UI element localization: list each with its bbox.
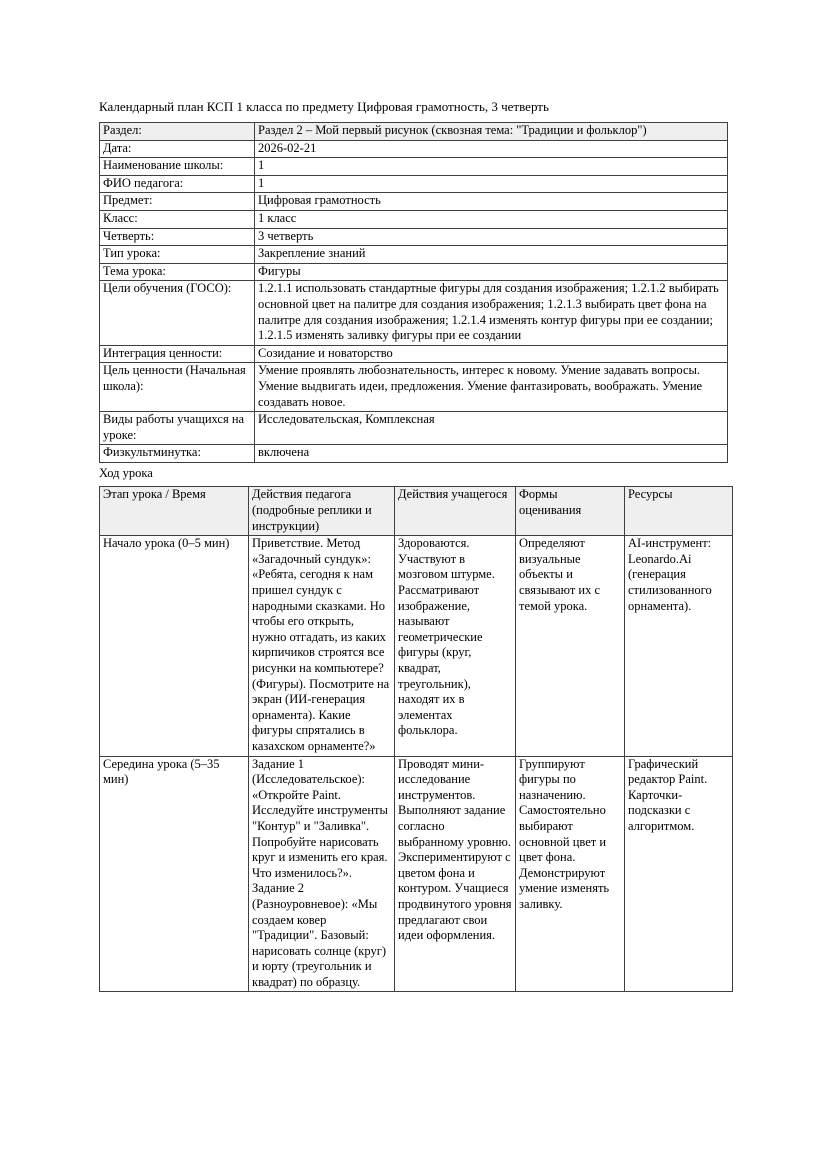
- row-value: 1: [255, 175, 728, 193]
- column-header-student-actions: Действия учащегося: [395, 487, 516, 536]
- cell-student-actions: Проводят мини-исследование инструментов. Выполняют задание согласно выбранному уровню. Экспериментируют с цветом фона и контуром. Учащиеся продвинутого уровня предлагают свои идеи оформления.: [395, 756, 516, 992]
- table-row: [100, 158, 728, 176]
- row-label: Интеграция ценности:: [100, 345, 255, 363]
- column-header-stage: Этап урока / Время: [100, 487, 249, 536]
- row-value: Созидание и новаторство: [255, 345, 728, 363]
- table-row: [100, 246, 728, 264]
- row-label: Дата:: [100, 140, 255, 158]
- row-label: Тип урока:: [100, 246, 255, 264]
- row-label: Раздел:: [100, 123, 255, 141]
- lesson-info-table: [99, 122, 728, 463]
- column-header-teacher-actions: Действия педагога (подробные реплики и инструкции): [249, 487, 395, 536]
- cell-resources: Графический редактор Paint. Карточки-подсказки с алгоритмом.: [625, 756, 733, 992]
- row-label: Наименование школы:: [100, 158, 255, 176]
- cell-teacher-actions: Задание 1 (Исследовательское): «Откройте Paint. Исследуйте инструменты "Контур" и "Заливка". Попробуйте нарисовать круг и изменить его края. Что изменилось?». Задание 2 (Разноуровневое): «Мы создаем ковер "Традиции". Базовый: нарисовать солнце (круг) и юрту (треугольник и квадрат) по образцу.: [249, 756, 395, 992]
- table-row: [100, 263, 728, 281]
- table-row: [100, 140, 728, 158]
- table-row: [100, 281, 728, 345]
- row-value: Закрепление знаний: [255, 246, 728, 264]
- cell-student-actions: Здороваются. Участвуют в мозговом штурме. Рассматривают изображение, называют геометрические фигуры (круг, квадрат, треугольник), находят их в элементах фольклора.: [395, 536, 516, 756]
- row-value: 1.2.1.1 использовать стандартные фигуры для создания изображения; 1.2.1.2 выбирать основной цвет на палитре для создания изображения; 1.2.1.3 выбирать цвет фона на палитре для создания изображения; 1.2.1.4 изменять контур фигуры при ее создании; 1.2.1.5 изменять заливку фигуры при ее создании: [255, 281, 728, 345]
- cell-teacher-actions: Приветствие. Метод «Загадочный сундук»: «Ребята, сегодня к нам пришел сундук с народными сказками. Но чтобы его открыть, нужно отгадать, из каких кирпичиков строятся все рисунки на компьютере? (Фигуры). Посмотрите на экран (ИИ-генерация орнамента). Какие фигуры спрятались в казахском орнаменте?»: [249, 536, 395, 756]
- row-label: ФИО педагога:: [100, 175, 255, 193]
- row-value: Цифровая грамотность: [255, 193, 728, 211]
- row-value: включена: [255, 445, 728, 463]
- row-value: 1: [255, 158, 728, 176]
- row-label: Цель ценности (Начальная школа):: [100, 363, 255, 412]
- column-header-assessment: Формы оценивания: [516, 487, 625, 536]
- row-label: Четверть:: [100, 228, 255, 246]
- row-value: Раздел 2 – Мой первый рисунок (сквозная тема: "Традиции и фольклор"): [255, 123, 728, 141]
- row-value: Фигуры: [255, 263, 728, 281]
- table-row: [100, 210, 728, 228]
- table-row: [100, 363, 728, 412]
- row-value: 1 класс: [255, 210, 728, 228]
- cell-assessment: Группируют фигуры по назначению. Самостоятельно выбирают основной цвет и цвет фона. Демонстрируют умение изменять заливку.: [516, 756, 625, 992]
- table-row: [100, 228, 728, 246]
- page-title: Календарный план КСП 1 класса по предмету Цифровая грамотность, 3 четверть: [99, 99, 549, 114]
- cell-assessment: Определяют визуальные объекты и связывают их с темой урока.: [516, 536, 625, 756]
- row-label: Цели обучения (ГОСО):: [100, 281, 255, 345]
- row-value: 2026-02-21: [255, 140, 728, 158]
- row-value: 3 четверть: [255, 228, 728, 246]
- table-row: [100, 123, 728, 141]
- row-label: Тема урока:: [100, 263, 255, 281]
- lesson-flow-table: [99, 486, 733, 992]
- row-value: Умение проявлять любознательность, интерес к новому. Умение задавать вопросы. Умение выдвигать идеи, предложения. Умение фантазировать, воображать. Умение создавать новое.: [255, 363, 728, 412]
- table-row: [100, 445, 728, 463]
- row-label: Класс:: [100, 210, 255, 228]
- table-row: [100, 345, 728, 363]
- cell-stage: Середина урока (5–35 мин): [100, 756, 249, 992]
- document-content: [99, 99, 728, 992]
- row-label: Предмет:: [100, 193, 255, 211]
- column-header-resources: Ресурсы: [625, 487, 733, 536]
- table-row: [100, 536, 733, 756]
- cell-resources: AI-инструмент: Leonardo.Ai (генерация стилизованного орнамента).: [625, 536, 733, 756]
- row-label: Виды работы учащихся на уроке:: [100, 412, 255, 445]
- section-heading: Ход урока: [99, 465, 153, 480]
- table-header-row: [100, 487, 733, 536]
- table-row: [100, 175, 728, 193]
- table-row: [100, 193, 728, 211]
- row-label: Физкультминутка:: [100, 445, 255, 463]
- table-row: [100, 412, 728, 445]
- table-row: [100, 756, 733, 992]
- row-value: Исследовательская, Комплексная: [255, 412, 728, 445]
- cell-stage: Начало урока (0–5 мин): [100, 536, 249, 756]
